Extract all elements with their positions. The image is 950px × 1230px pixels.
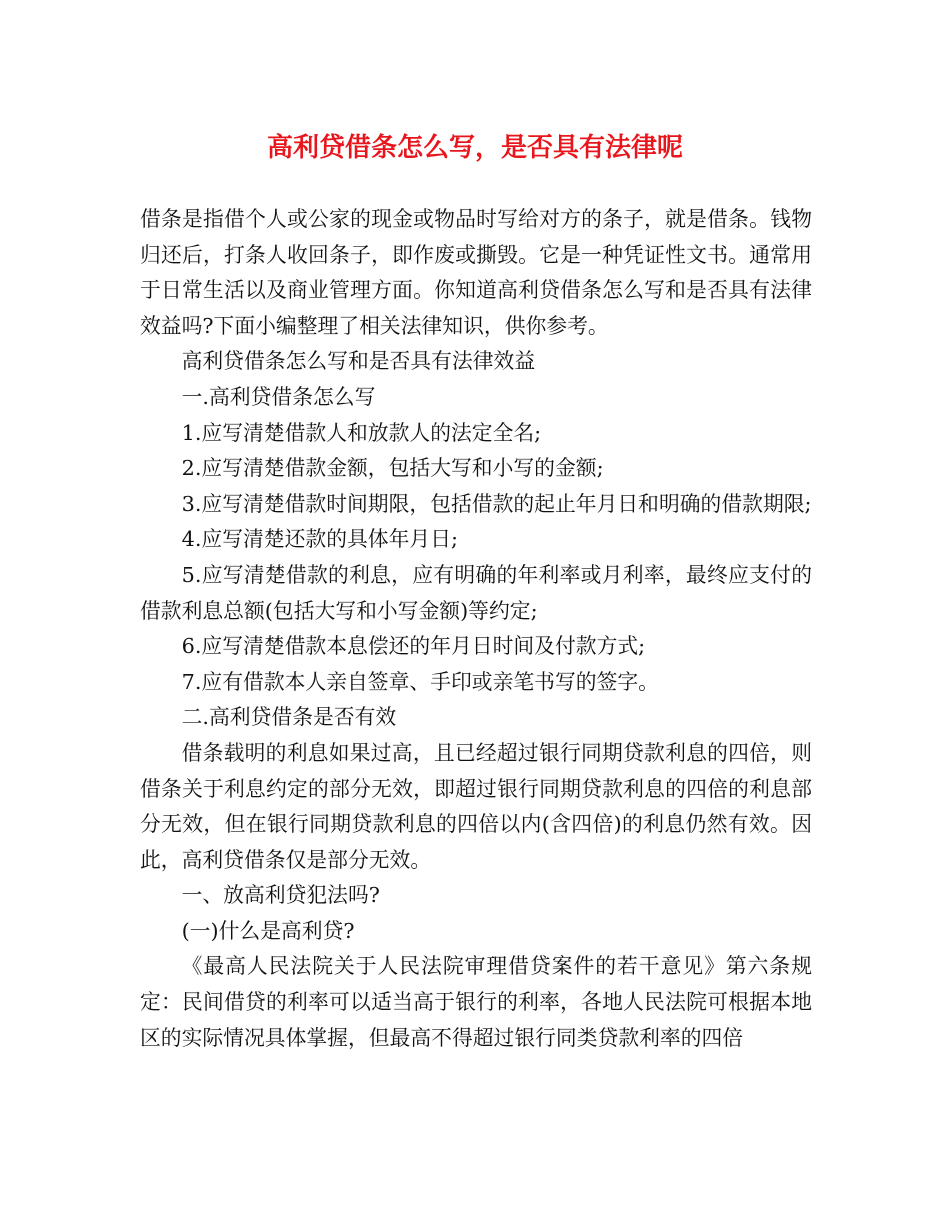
- list-item: 7.应有借款本人亲自签章、手印或亲笔书写的签字。: [181, 669, 659, 694]
- paragraph-validity: 借条载明的利息如果过高，且已经超过银行同期贷款利息的四倍，则借条关于利息约定的部分无效，即超过银行同期贷款利息的四倍的利息部分无效，但在银行同期贷款利息的四倍以内(含四倍)的利息仍然有效。因此，高利贷借条仅是部分无效。: [140, 740, 812, 872]
- paragraph-intro: 借条是指借个人或公家的现金或物品时写给对方的条子，就是借条。钱物归还后，打条人收回条子，即作废或撕毁。它是一种凭证性文书。通常用于日常生活以及商业管理方面。你知道高利贷借条怎么写和是否具有法律效益吗?下面小编整理了相关法律知识，供你参考。: [140, 207, 812, 338]
- document-title: 高利贷借条怎么写，是否具有法律呢: [266, 133, 683, 163]
- list-item: 3.应写清楚借款时间期限，包括借款的起止年月日和明确的借款期限;: [181, 491, 812, 516]
- paragraph-legal-citation: 《最高人民法院关于人民法院审理借贷案件的若干意见》第六条规定：民间借贷的利率可以适当高于银行的利率，各地人民法院可根据本地区的实际情况具体掌握，但最高不得超过银行同类贷款利率的四倍: [140, 954, 812, 1050]
- list-item: 6.应写清楚借款本息偿还的年月日时间及付款方式;: [181, 634, 646, 659]
- document-body: [140, 202, 812, 1056]
- section-heading-1: 一.高利贷借条怎么写: [181, 384, 376, 409]
- section-heading-3: 一、放高利贷犯法吗?: [181, 883, 380, 908]
- list-item: 4.应写清楚还款的具体年月日;: [181, 527, 459, 552]
- paragraph-subtitle: 高利贷借条怎么写和是否具有法律效益: [181, 349, 536, 374]
- subsection-heading: (一)什么是高利贷?: [181, 918, 355, 943]
- list-item: 5.应写清楚借款的利息，应有明确的年利率或月利率，最终应支付的借款利息总额(包括大写和小写金额)等约定;: [140, 562, 812, 623]
- list-item: 2.应写清楚借款金额，包括大写和小写的金额;: [181, 456, 604, 481]
- section-heading-2: 二.高利贷借条是否有效: [181, 705, 397, 730]
- list-item: 1.应写清楚借款人和放款人的法定全名;: [181, 420, 542, 445]
